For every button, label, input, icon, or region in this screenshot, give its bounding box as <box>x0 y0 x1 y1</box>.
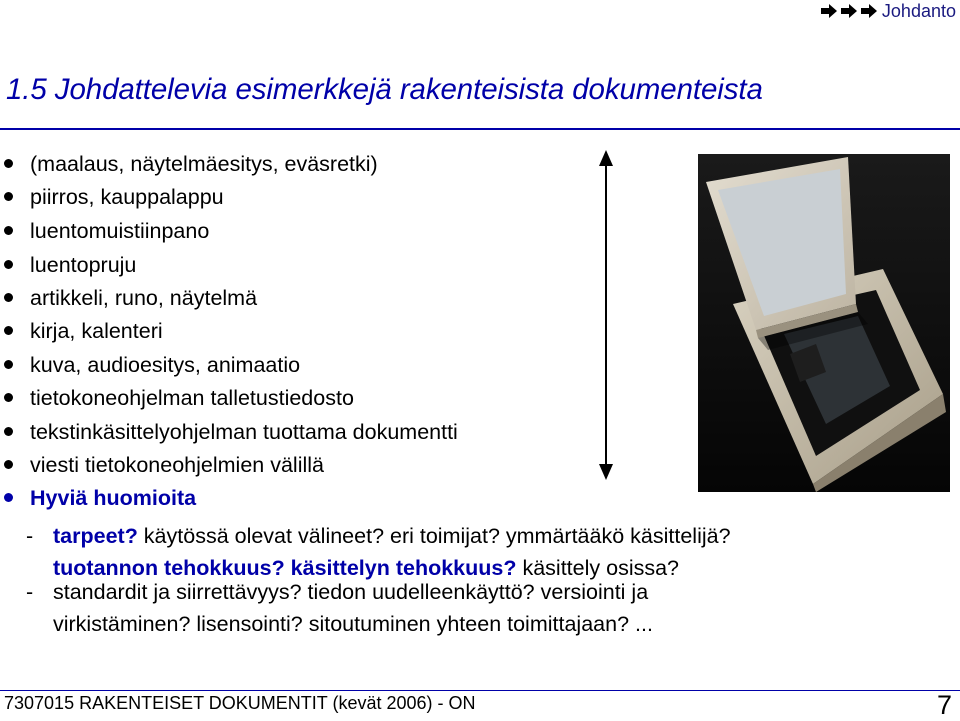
bullet-text: tekstinkäsittelyohjelman tuottama dokumentti <box>30 420 458 444</box>
bullet-text: kuva, audioesitys, animaatio <box>30 353 301 377</box>
bullet-dot <box>4 393 13 402</box>
bullet-item <box>0 315 640 347</box>
scanner-illustration <box>698 154 950 492</box>
page-number: 7 <box>936 690 952 720</box>
scanner-photo <box>698 154 950 492</box>
bullet-text: artikkeli, runo, näytelmä <box>30 286 258 310</box>
bullet-dot <box>4 260 13 269</box>
note-dash: - <box>26 580 34 604</box>
bullet-item <box>0 148 640 180</box>
bullet-dot <box>4 192 13 201</box>
bullet-item <box>0 181 640 213</box>
bullet-item <box>0 215 640 247</box>
footer-divider <box>0 690 960 691</box>
bullet-text: viesti tietokoneohjelmien välillä <box>30 453 324 477</box>
bullet-dot <box>4 360 13 369</box>
note-rest: käsittely osissa? <box>516 556 680 580</box>
bullet-text: (maalaus, näytelmäesitys, eväsretki) <box>30 152 378 176</box>
note-body: virkistäminen? lisensointi? sitoutuminen yhteen toimittajaan? ... <box>53 612 653 636</box>
bullet-item <box>0 449 640 481</box>
arrow-right-icon <box>840 3 858 19</box>
bullet-dot <box>4 293 13 302</box>
bullet-item <box>0 249 640 281</box>
bullet-dot <box>4 427 13 436</box>
bullet-item <box>0 382 640 414</box>
title-divider <box>0 128 960 130</box>
nav-arrows <box>820 3 878 19</box>
note-rest: käytössä olevat välineet? eri toimijat? ymmärtääkö käsittelijä? <box>137 524 731 548</box>
note-body: standardit ja siirrettävyys? tiedon uudelleenkäyttö? versiointi ja <box>53 580 649 604</box>
arrow-right-icon <box>820 3 838 19</box>
bullet-text: piirros, kauppalappu <box>30 185 224 209</box>
bullet-dot <box>4 226 13 235</box>
bullet-text: Hyviä huomioita <box>30 486 197 510</box>
bullet-dot <box>4 493 13 502</box>
note-bold: tuotannon tehokkuus? käsittelyn tehokkuus? <box>53 556 517 580</box>
note-dash: - <box>26 524 34 548</box>
bullet-item-highlight <box>0 482 640 514</box>
bullet-text: luentomuistiinpano <box>30 219 210 243</box>
bullet-dot <box>4 159 13 168</box>
bullet-dot <box>4 326 13 335</box>
bullet-text: tietokoneohjelman talletustiedosto <box>30 386 354 410</box>
bullet-text: kirja, kalenteri <box>30 319 163 343</box>
nav-johdanto-link[interactable] <box>820 0 956 22</box>
bullet-item <box>0 282 640 314</box>
footer-text: 7307015 RAKENTEISET DOKUMENTIT (kevät 2006) - ON <box>4 693 476 713</box>
slide-title: 1.5 Johdattelevia esimerkkejä rakenteisista dokumenteista <box>6 73 763 106</box>
bullet-item <box>0 416 640 448</box>
bullet-item <box>0 349 640 381</box>
arrow-right-icon <box>860 3 878 19</box>
nav-label: Johdanto <box>881 0 956 21</box>
bullet-dot <box>4 460 13 469</box>
bullet-text: luentopruju <box>30 253 137 277</box>
note-body <box>53 520 731 552</box>
note-bold: tarpeet? <box>53 524 138 548</box>
double-arrow-icon <box>596 150 616 480</box>
